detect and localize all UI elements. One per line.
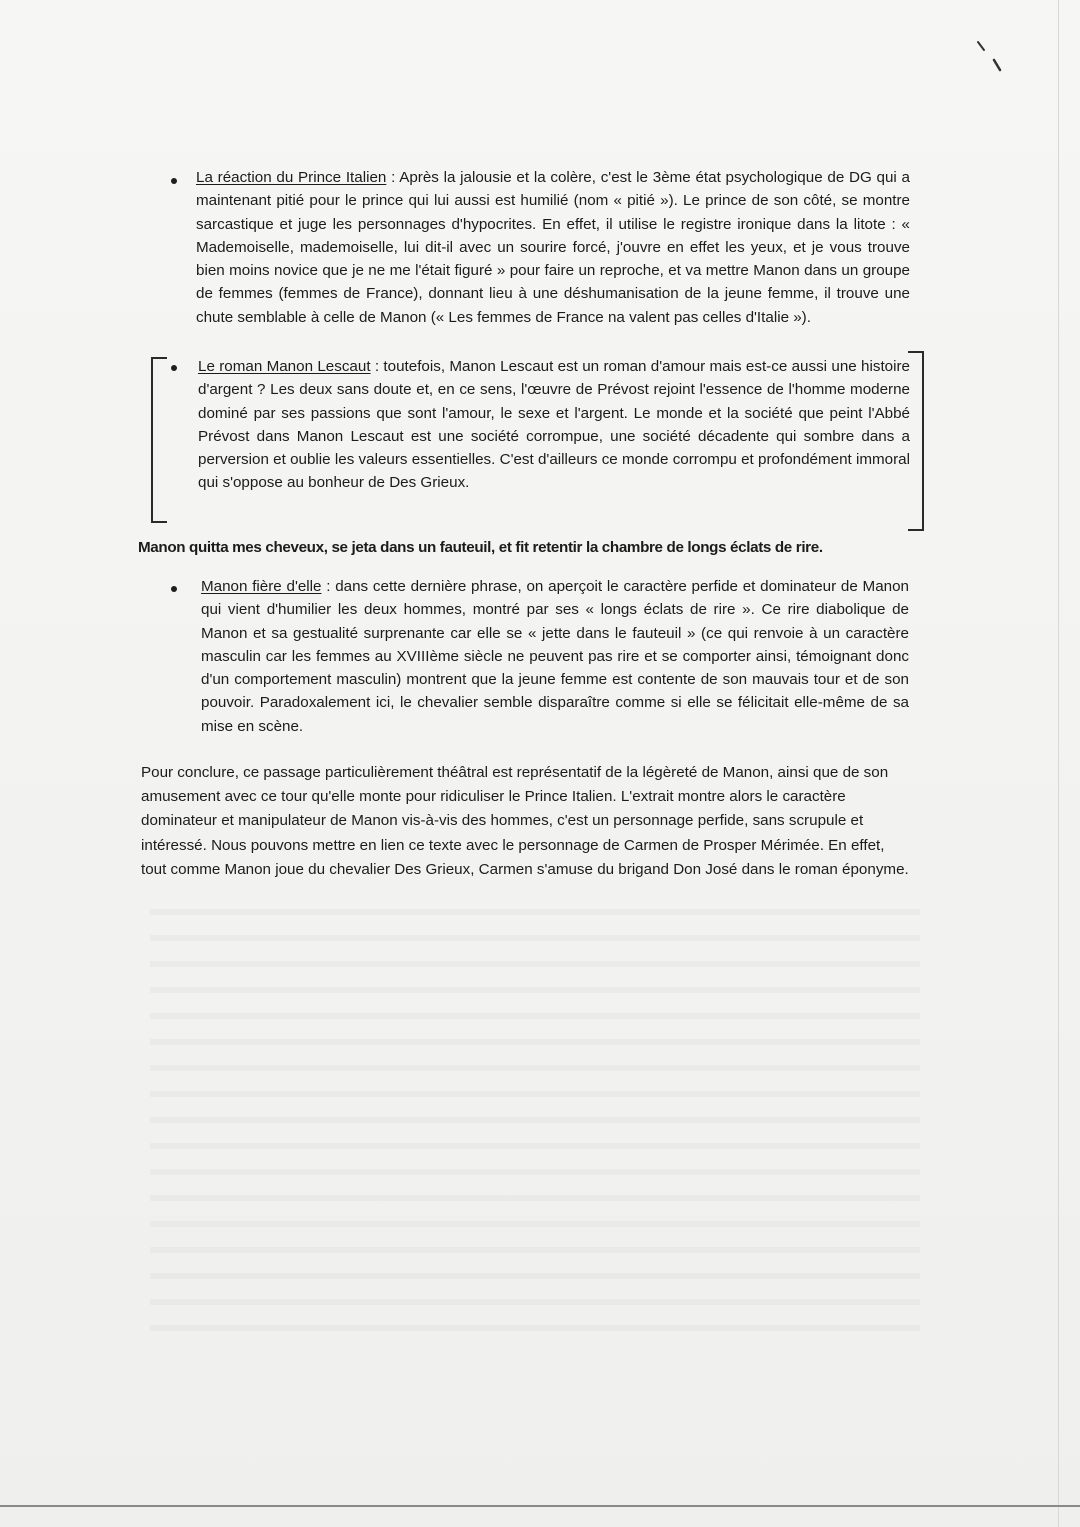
conclusion-paragraph: Pour conclure, ce passage particulièrement théâtral est représentatif de la légèreté de Manon, ainsi que de son amusement avec ce tour qu'elle monte pour ridiculiser le Prince Italien. L'extrait montre alors le caractère dominateur et manipulateur de Manon vis-à-vis des hommes, c'est un personnage perfide, sans scrupule et intéressé. Nous pouvons mettre en lien ce texte avec le personnage de Carmen de Prosper Mérimée. En effet, tout comme Manon joue du chevalier Des Grieux, Carmen s'amuse du brigand Don José dans le roman éponyme.: [141, 764, 909, 878]
margin-bracket-right: [908, 351, 924, 531]
bleed-through-area: [150, 895, 920, 1345]
section-heading: La réaction du Prince Italien: [196, 169, 387, 186]
section-heading: Le roman Manon Lescaut: [198, 358, 371, 375]
page-bottom-edge: [0, 1505, 1080, 1507]
section-heading: Manon fière d'elle: [201, 578, 322, 595]
margin-bracket-left: [151, 357, 167, 523]
section-body: : dans cette dernière phrase, on aperçoit le caractère perfide et dominateur de Manon qui vient d'humilier les deux hommes, montré par ses « longs éclats de rire ». Ce rire diabolique de Manon et sa gestualité surprenante car elle se « jette dans le fauteuil » (ce qui renvoie à un caractère masculin car les femmes au XVIIIème siècle ne peuvent pas rire et se comporter ainsi, témoignant donc d'un comportement masculin) montrent que la jeune femme est contente de son mauvais tour et de son pouvoir. Paradoxalement ici, le chevalier semble disparaître comme si elle se félicitait elle-même de sa mise en scène.: [201, 578, 909, 735]
bullet-dot: [171, 586, 177, 592]
quoted-sentence: Manon quitta mes cheveux, se jeta dans un fauteuil, et fit retentir la chambre de longs éclats de rire.: [138, 539, 823, 556]
section-manon-fiere: [201, 575, 909, 738]
section-body: : Après la jalousie et la colère, c'est le 3ème état psychologique de DG qui a maintenant pitié pour le prince qui lui aussi est humilié (nom « pitié »). Le prince de son côté, se montre sarcastique et juge les personnages d'hypocrites. En effet, il utilise le registre ironique dans la litote : « Mademoiselle, mademoiselle, lui dit-il avec un sourire forcé, j'ouvre en effet les yeux, et je vous trouve bien moins novice que je ne me l'était figuré » pour faire un reproche, et va mettre Manon dans un groupe de femmes (femmes de France), donnant lieu à une déshumanisation de la jeune femme, il trouve une chute semblable à celle de Manon (« Les femmes de France na valent pas celles d'Italie »).: [196, 169, 910, 326]
pen-mark-icon: [975, 38, 1005, 78]
section-roman-manon-lescaut: [198, 355, 910, 495]
bullet-dot: [171, 178, 177, 184]
section-body: : toutefois, Manon Lescaut est un roman d'amour mais est-ce aussi une histoire d'argent ? Les deux sans doute et, en ce sens, l'œuvre de Prévost rejoint l'essence de l'homme moderne dominé par ses passions que sont l'amour, le sexe et l'argent. Le monde et la société que peint l'Abbé Prévost dans Manon Lescaut est une société corrompue, une société décadente qui sombre dans a perversion et oublie les valeurs essentielles. C'est d'ailleurs ce monde corrompu et profondément immoral qui s'oppose au bonheur de Des Grieux.: [198, 358, 910, 492]
section-prince-italien: [196, 166, 910, 329]
page-edge: [1058, 0, 1059, 1527]
bullet-dot: [171, 365, 177, 371]
